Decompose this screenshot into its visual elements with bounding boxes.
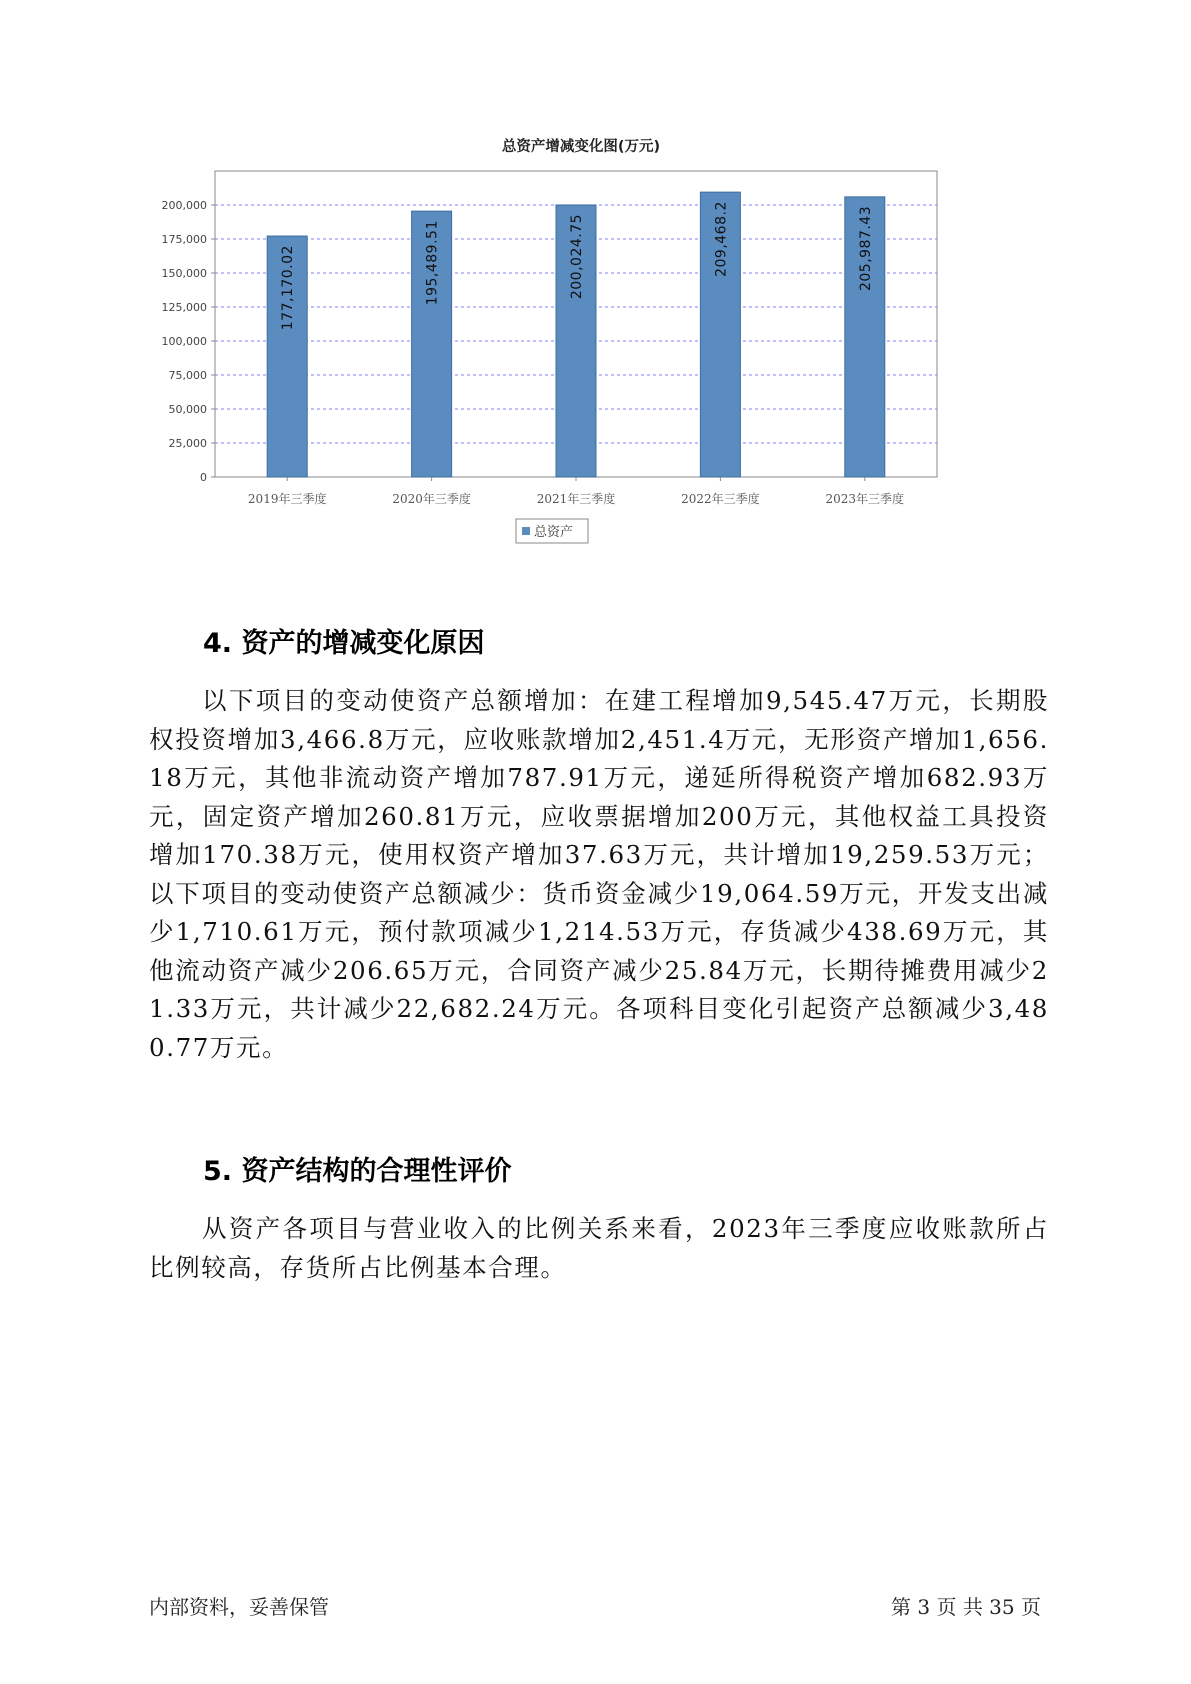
section-4-paragraph: 以下项目的变动使资产总额增加：在建工程增加9,545.47万元，长期股权投资增加3,466.8万元，应收账款增加2,451.4万元，无形资产增加1,656.18万元，其他非流动资产增加787.91万元，递延所得税资产增加682.93万元，固定资产增加260.81万元，应收票据增加200万元，其他权益工具投资增加170.38万元，使用权资产增加37.63万元，共计增加19,259.53万元；以下项目的变动使资产总额减少：货币资金减少19,064.59万元，开发支出减少1,710.61万元，预付款项减少1,214.53万元，存货减少438.69万元，其他流动资产减少206.65万元，合同资产减少25.84万元，长期待摊费用减少21.33万元，共计减少22,682.24万元。各项科目变化引起资产总额减少3,480.77万元。 bbox=[149, 686, 1049, 1062]
y-tick-label: 25,000 bbox=[168, 437, 207, 450]
y-tick-label: 125,000 bbox=[161, 301, 207, 314]
y-tick-label: 200,000 bbox=[161, 199, 207, 212]
footer-page-number: 第 3 页 共 35 页 bbox=[891, 1595, 1041, 1619]
bar-data-label: 200,024.75 bbox=[569, 213, 585, 300]
x-tick-label: 2019年三季度 bbox=[247, 492, 327, 506]
chart-canvas bbox=[150, 128, 1030, 598]
bar-data-label: 205,987.43 bbox=[857, 205, 874, 292]
x-tick-label: 2023年三季度 bbox=[825, 492, 905, 506]
y-tick-label: 50,000 bbox=[168, 403, 207, 416]
section-5-paragraph: 从资产各项目与营业收入的比例关系来看，2023年三季度应收账款所占比例较高，存货所占比例基本合理。 bbox=[149, 1214, 1049, 1282]
y-tick-label: 150,000 bbox=[161, 267, 207, 280]
bar-data-label: 195,489.51 bbox=[424, 220, 441, 306]
legend-swatch bbox=[522, 527, 530, 535]
x-tick-label: 2021年三季度 bbox=[536, 492, 616, 506]
section-5-heading: 5. 资产结构的合理性评价 bbox=[203, 1156, 512, 1187]
total-assets-chart bbox=[150, 128, 1030, 598]
x-tick-label: 2022年三季度 bbox=[681, 492, 760, 506]
y-tick-label: 0 bbox=[200, 471, 207, 484]
legend-label: 总资产 bbox=[534, 525, 574, 540]
y-tick-label: 175,000 bbox=[161, 233, 207, 246]
section-4-heading: 4. 资产的增减变化原因 bbox=[203, 628, 485, 659]
chart-title: 总资产增减变化图(万元) bbox=[501, 139, 661, 155]
y-tick-label: 100,000 bbox=[161, 335, 207, 348]
x-tick-label: 2020年三季度 bbox=[392, 492, 471, 506]
y-tick-label: 75,000 bbox=[168, 369, 207, 382]
bar-data-label: 209,468.2 bbox=[713, 201, 730, 277]
bar-data-label: 177,170.02 bbox=[280, 245, 297, 331]
footer-confidential-note: 内部资料，妥善保管 bbox=[149, 1595, 329, 1619]
